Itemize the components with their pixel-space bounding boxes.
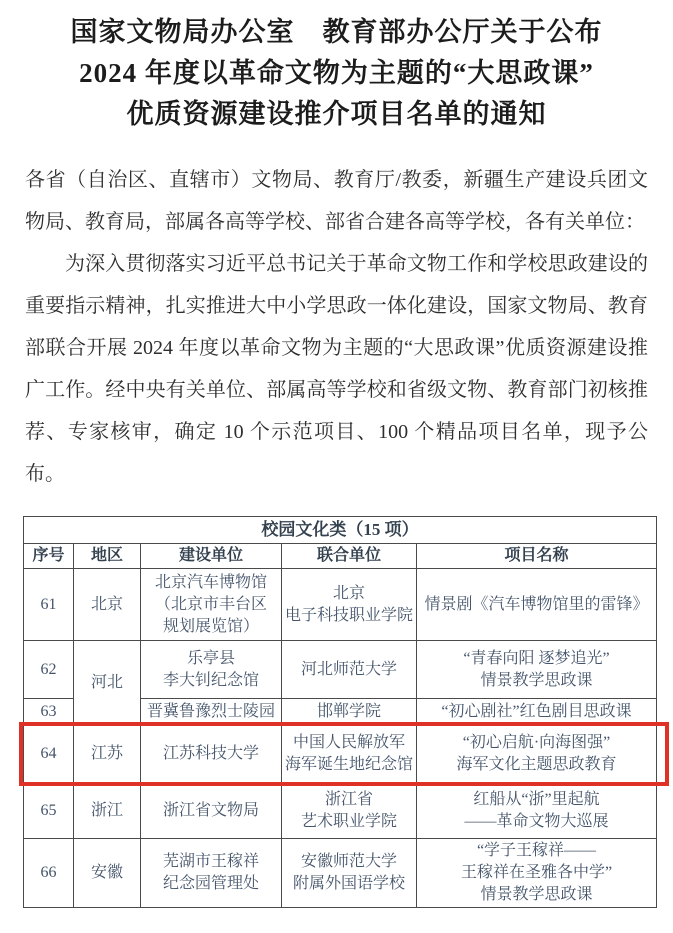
cell-partner	[282, 641, 417, 699]
cell-project	[417, 783, 657, 839]
cell-partner	[282, 569, 417, 641]
cell-project-line: “学子王稼祥——	[476, 842, 597, 859]
cell-project	[417, 569, 657, 641]
cell-partner-line: 安徽师范大学	[300, 853, 397, 870]
header-partner: 联合单位	[282, 544, 417, 569]
cell-project-line: 海军文化主题思政教育	[456, 755, 617, 773]
cell-region: 浙江	[74, 783, 141, 839]
cell-partner-line: 电子科技职业学院	[285, 606, 414, 624]
cell-builder-line: 晋冀鲁豫烈士陵园	[146, 702, 275, 720]
header-region: 地区	[74, 544, 141, 569]
cell-serial: 62	[24, 641, 74, 699]
header-builder: 建设单位	[141, 544, 282, 569]
cell-partner-line: 艺术职业学院	[300, 812, 397, 830]
cell-project-line: 情景教学思政课	[480, 671, 593, 689]
header-project: 项目名称	[417, 544, 657, 569]
document-title	[0, 12, 673, 135]
project-table	[23, 516, 657, 908]
cell-builder	[141, 641, 282, 699]
cell-partner-line: 邯郸学院	[316, 702, 381, 720]
cell-project-line: 王稼祥在圣雅各中学”	[460, 864, 613, 881]
cell-builder-line: 北京汽车博物馆	[154, 573, 267, 591]
cell-builder-line: （北京市丰台区	[154, 595, 267, 613]
cell-project-line: 红船从“浙”里起航	[473, 790, 600, 808]
salutation-paragraph: 各省（自治区、直辖市）文物局、教育厅/教委，新疆生产建设兵团文物局、教育局，部属各高等学校、部省合建各高等学校，各有关单位：	[25, 169, 648, 233]
cell-project	[417, 839, 657, 908]
body-paragraph: 为深入贯彻落实习近平总书记关于革命文物工作和学校思政建设的重要指示精神，扎实推进大中小学思政一体化建设，国家文物局、教育部联合开展 2024 年度以革命文物为主题的“大思政课”优质资源建设推广工作。经中央有关单位、部属高等学校和省级文物、教育部门初核推荐、专家核审，确定 10 个示范项目、100 个精品项目名单，现予公布。	[25, 253, 648, 485]
cell-builder	[141, 725, 282, 783]
table-category-title: 校园文化类（15 项）	[24, 517, 657, 544]
cell-partner-line: 北京	[332, 584, 365, 602]
cell-partner	[282, 699, 417, 725]
cell-builder	[141, 569, 282, 641]
cell-project	[417, 699, 657, 725]
header-serial: 序号	[24, 544, 74, 569]
cell-partner-line: 中国人民解放军	[292, 733, 405, 751]
cell-region: 江苏	[74, 725, 141, 783]
cell-partner	[282, 783, 417, 839]
cell-serial: 61	[24, 569, 74, 641]
table-category-row	[24, 517, 657, 544]
cell-partner	[282, 725, 417, 783]
cell-builder-line: 浙江省文物局	[162, 801, 259, 819]
cell-region: 北京	[74, 569, 141, 641]
cell-project-line: “初心启航·向海图强”	[462, 733, 611, 751]
cell-partner-line: 海军诞生地纪念馆	[285, 755, 414, 773]
cell-builder-line: 江苏科技大学	[162, 744, 259, 762]
cell-partner-line: 附属外国语学校	[292, 875, 405, 892]
cell-project-line: ——革命文物大巡展	[464, 812, 609, 830]
cell-builder-line: 芜湖市王稼祥	[162, 853, 259, 870]
table-row	[24, 839, 657, 908]
cell-partner-line: 河北师范大学	[300, 660, 397, 678]
cell-project	[417, 641, 657, 699]
cell-serial: 65	[24, 783, 74, 839]
table-row	[24, 569, 657, 641]
table-row	[24, 725, 657, 783]
cell-project-line: “初心剧社”红色剧目思政课	[441, 702, 632, 720]
cell-project-line: 情景教学思政课	[480, 886, 593, 903]
cell-serial: 63	[24, 699, 74, 725]
document-title-line-2: 2024 年度以革命文物为主题的“大思政课”	[79, 58, 594, 88]
cell-builder-line: 乐亭县	[186, 649, 235, 667]
cell-partner-line: 浙江省	[324, 790, 373, 808]
document-body	[25, 159, 648, 495]
cell-builder	[141, 839, 282, 908]
cell-builder	[141, 699, 282, 725]
document-title-line-1: 国家文物局办公室 教育部办公厅关于公布	[70, 17, 603, 47]
cell-partner	[282, 839, 417, 908]
table-row	[24, 783, 657, 839]
cell-project	[417, 725, 657, 783]
table-header-row	[24, 544, 657, 569]
cell-serial: 66	[24, 839, 74, 908]
table-row	[24, 641, 657, 699]
cell-builder	[141, 783, 282, 839]
document-title-line-3: 优质资源建设推介项目名单的通知	[126, 99, 547, 129]
cell-region: 河北	[74, 641, 141, 725]
cell-serial: 64	[24, 725, 74, 783]
project-table-wrapper	[23, 516, 656, 908]
cell-builder-line: 李大钊纪念馆	[162, 671, 259, 689]
cell-project-line: “青春向阳 逐梦追光”	[463, 649, 610, 667]
cell-builder-line: 纪念园管理处	[162, 875, 259, 892]
cell-builder-line: 规划展览馆）	[162, 617, 259, 635]
cell-region: 安徽	[74, 839, 141, 908]
cell-project-line: 情景剧《汽车博物馆里的雷锋》	[424, 595, 649, 613]
